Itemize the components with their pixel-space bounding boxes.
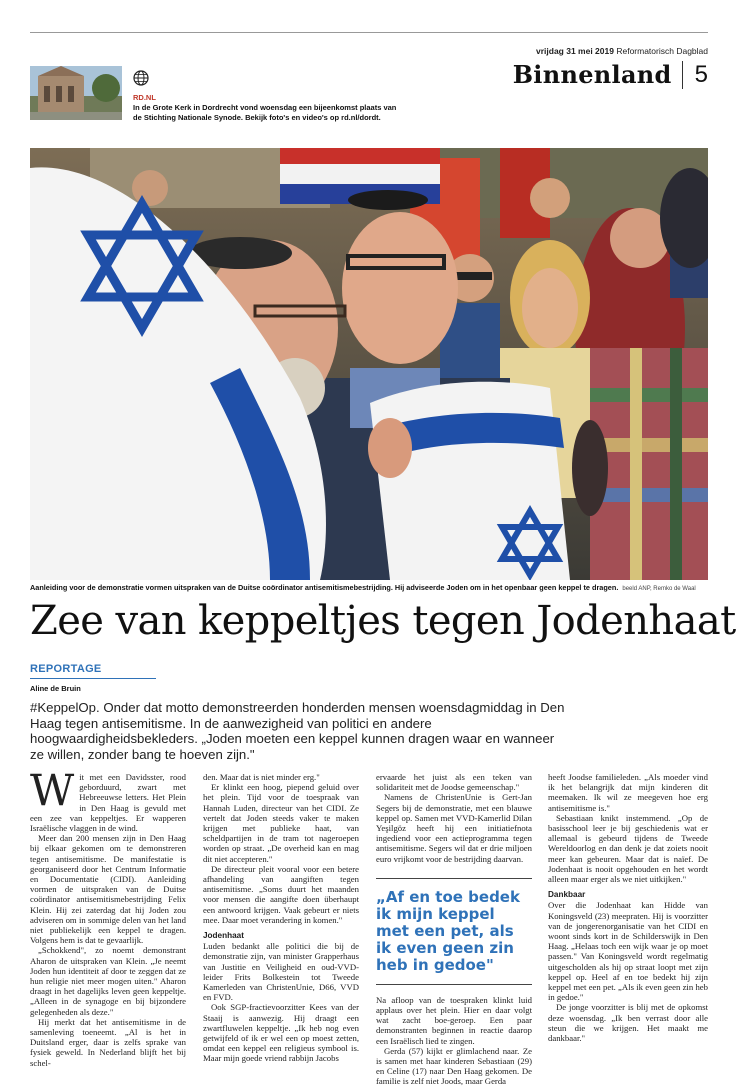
pull-quote: „Af en toe bedek ik mijn keppel met een pet, als ik even geen zin heb in gedoe"	[376, 878, 532, 985]
headline: Zee van keppeltjes tegen Jodenhaat	[30, 598, 736, 644]
paragraph: De jonge voorzitter is blij met de opkomst deze woensdag. „Ik ben verrast door alle steun die we krijgen. Het maakt me dankbaar."	[548, 1002, 708, 1044]
label-rule	[30, 678, 156, 679]
paper-name: Reformatorisch Dagblad	[616, 46, 708, 56]
section-divider	[682, 61, 683, 89]
article-column-4	[548, 772, 708, 1043]
paragraph: Meer dan 200 mensen zijn in Den Haag bij elkaar gekomen om te demonstreren tegen antisemitisme. De manifestatie is georganiseerd door het Centrum Informatie en Documentatie (CIDI). Aanleiding vormen de uitspraken van de Duitse coördinator antisemitismebestrijding Felix Klein. Hij zei zaterdag dat hij Joden zou adviseren om in sommige delen van het land niet publiekelijk een keppel te dragen. Volgens hem is dat te gevaarlijk.	[30, 833, 186, 946]
paragraph: den. Maar dat is niet minder erg."	[203, 772, 320, 782]
drop-cap: W	[30, 766, 75, 816]
paragraph: Namens de ChristenUnie is Gert-Jan Segers bij de demonstratie, met een blauwe keppel op. Samen met VVD-Kamerlid Dilan Yeşilgöz heeft hij een initiatiefnota ingediend voor een actieprogramma tegen antisemitisme. Segers wil dat er drie miljoen euro vrijkomt voor de bestrijding daarvan.	[376, 792, 532, 864]
paragraph: Na afloop van de toespraken klinkt luid applaus over het plein. Hier en daar volgt wat zacht boe-geroep. Een paar demonstranten beginnen in reactie daarop een Israëlisch lied te zingen.	[376, 994, 532, 1046]
article-column-2	[203, 772, 359, 1064]
article-column-1	[30, 766, 186, 1068]
photo-caption	[30, 583, 710, 592]
caption-text: Aanleiding voor de demonstratie vormen uitspraken van de Duitse coördinator antisemitismebestrijding. Hij adviseerde Joden om in het openbaar geen keppel te dragen.	[30, 583, 619, 592]
paragraph: Er klinkt een hoog, piepend geluid over het plein. Tijd voor de toespraak van Hannah Luden, directeur van het CIDI. Ze vertelt dat Joden steeds vaker te maken krijgen met publieke haat, van scheldpartijen in de tram tot nageroepen worden op straat. „De overheid kan en mag dit niet accepteren."	[203, 782, 359, 864]
paragraph: Hij merkt dat het antisemitisme in de samenleving toeneemt. „Al is het in Duitsland erger, daar is zelfs sprake van fysiek geweld. In Nederland blijft het bij schel-	[30, 1016, 186, 1068]
promo-text: In de Grote Kerk in Dordrecht vond woensdag een bijeenkomst plaats van de Stichting Nationale Synode. Bekijk foto's en video's op rd.nl/dordt.	[133, 103, 397, 122]
paragraph: Over die Jodenhaat kan Hidde van Koningsveld (23) meepraten. Hij is voorzitter van de jongerenorganisatie van het CIDI en woont sinds kort in de Schilderswijk in Den Haag. „Helaas toch een wijk waar je op moet passen." Van Koningsveld wordt regelmatig uitgescholden als hij op straat loopt met zijn keppel op. Heel af en toe bedekt hij zijn keppel met een pet. „Als ik even geen zin heb in gedoe."	[548, 900, 708, 1003]
paragraph: „Schokkend", zo noemt demonstrant Aharon de uitspraken van Klein. „Je neemt Joden hun identiteit af door te zeggen dat ze hun religie niet meer mogen uiten." Aharon draagt in het dagelijks leven geen keppeltje. „Alleen in de synagoge en bij bijzondere gelegenheden als deze."	[30, 945, 186, 1017]
subheading: Jodenhaat	[203, 931, 244, 941]
date-text: vrijdag 31 mei 2019	[536, 46, 614, 56]
section-name: Binnenland	[512, 60, 672, 89]
paragraph: heeft Joodse familieleden. „Als moeder vind ik het belangrijk dat mijn kinderen dit meemaken. Ik wil ze meegeven hoe erg antisemitisme is."	[548, 772, 708, 813]
article-column-3	[376, 772, 532, 1087]
globe-icon	[133, 70, 149, 86]
photo-credit: beeld ANP, Remko de Waal	[622, 586, 696, 592]
page-number: 5	[694, 60, 708, 88]
main-photo	[30, 148, 708, 580]
paragraph: Gerda (57) kijkt er glimlachend naar. Ze is samen met haar kinderen Sebastiaan (29) en Celine (17) naar Den Haag gekomen. De familie is zelf niet Joods, maar Gerda	[376, 1045, 532, 1087]
paragraph: De directeur pleit vooral voor een betere afhandeling van aangiften tegen antisemitisme. „Soms duurt het maanden voor mensen die aangifte doen überhaupt een antwoord krijgen. Vaak gebeurt er niets mee. Daar moet verandering in komen."	[203, 863, 359, 925]
paragraph: Sebastiaan knikt instemmend. „Op de basisschool leer je bij geschiedenis wat er allemaal is gebeurd tijdens de Tweede Wereldoorlog en dan denk je dat zoiets nooit meer kan gebeuren. Maar dat is naïef. De Jodenhaat is nooit opgehouden en het wordt alleen maar erger als we niet uitkijken."	[548, 812, 708, 885]
masthead-date	[536, 46, 708, 56]
paragraph: ervaarde het juist als een teken van solidariteit met de Joodse gemeenschap."	[376, 772, 532, 793]
article-label: REPORTAGE	[30, 663, 102, 675]
promo-source: RD.NL	[133, 93, 156, 102]
promo-block[interactable]	[133, 93, 403, 123]
section-header	[513, 60, 708, 89]
byline: Aline de Bruin	[30, 684, 81, 693]
top-rule	[30, 32, 708, 33]
paragraph: it met een Davidsster, rood geborduurd, zwart met Hebreeuwse letters. Het Plein in Den Haag is gevuld met een zee van keppeltjes. Er wapperen Israëlische vlaggen in de wind.	[30, 772, 186, 834]
paragraph: Ook SGP-fractievoorzitter Kees van der Staaij is aanwezig. Hij draagt een zwartfluwelen keppeltje. „Ik heb nog even getwijfeld of ik er wel een op moest zetten, omdat een keppel een religieus symbool is. Maar mijn goede vriend rabbijn Jacobs	[203, 1002, 359, 1064]
subheading: Dankbaar	[548, 890, 586, 900]
article-intro: #KeppelOp. Onder dat motto demonstreerden honderden mensen woensdagmiddag in Den Haag tegen antisemitisme. In de aanwezigheid van politici en andere hoogwaardigheidsbekleders. „Joden moeten een keppel kunnen dragen waar en wanneer ze willen, zonder bang te hoeven zijn."	[30, 700, 565, 762]
promo-thumbnail[interactable]	[30, 66, 122, 120]
paragraph: Luden bedankt alle politici die bij de demonstratie zijn, van minister Grapperhaus van Justitie en Veiligheid en oud-VVD-leider Frits Bolkestein tot Tweede Kamerleden van ChristenUnie, D66, VVD en FVD.	[203, 941, 359, 1003]
